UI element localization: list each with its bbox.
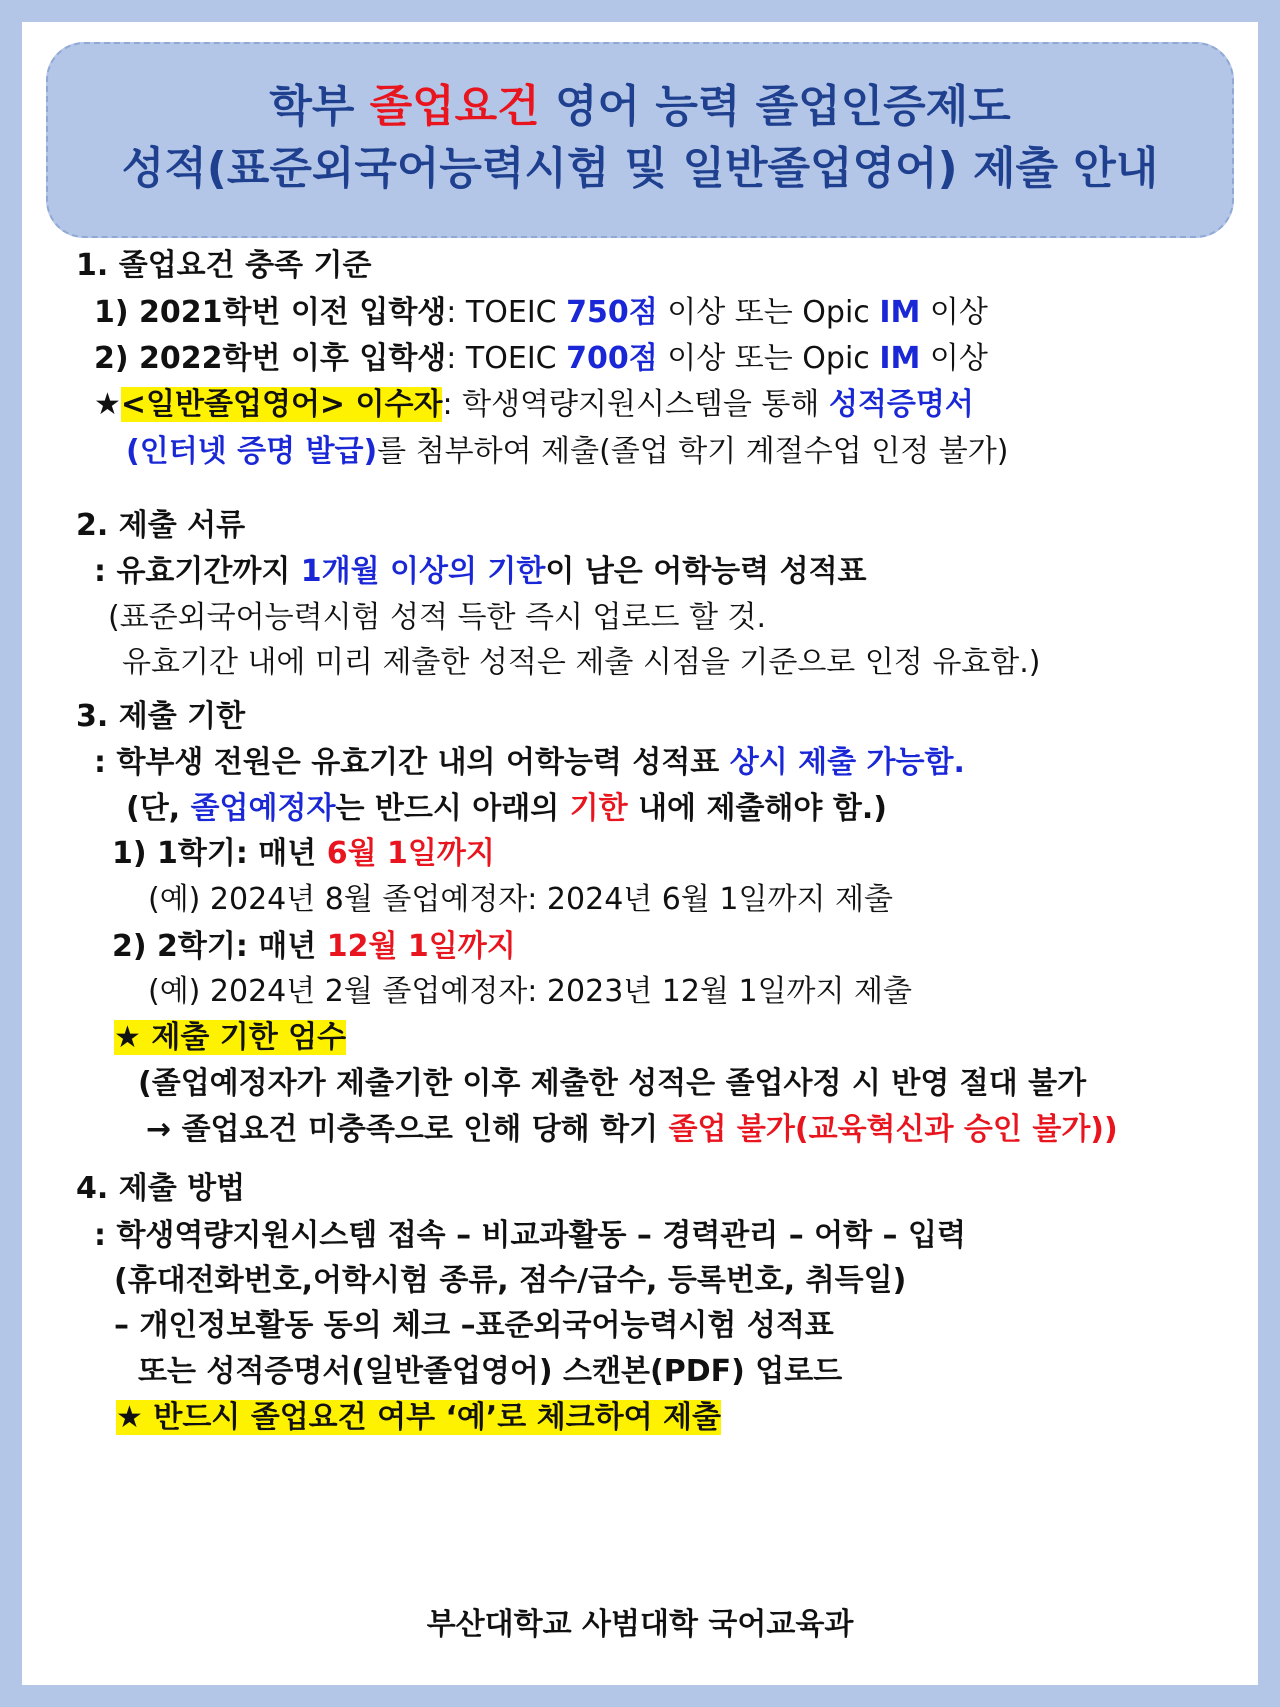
general-english-note-cont <box>126 432 1008 472</box>
deadline-emphasis: 1개월 이상의 기한 <box>300 554 546 589</box>
method-line-4: 또는 성적증명서(일반졸업영어) 스캔본(PDF) 업로드 <box>138 1354 843 1389</box>
section-2-heading: 2. 제출 서류 <box>76 508 246 543</box>
title-text: 학부 <box>269 81 370 132</box>
title-emphasis: 졸업요건 <box>369 81 540 132</box>
highlighted-label: <일반졸업영어> 이수자 <box>120 387 443 422</box>
department-footer: 부산대학교 사범대학 국어교육과 <box>426 1607 854 1642</box>
item-text: 이상 <box>920 295 988 330</box>
general-english-note <box>94 385 974 425</box>
star-icon: ★ <box>94 387 121 422</box>
criteria-item-1 <box>94 293 988 333</box>
section-4-heading: 4. 제출 방법 <box>76 1171 246 1206</box>
title-line-1 <box>48 76 1232 138</box>
criteria-item-2 <box>94 339 988 379</box>
check-yes-warning <box>116 1398 721 1438</box>
section-3-heading: 3. 제출 기한 <box>76 699 246 734</box>
deadline-text: 는 반드시 아래의 <box>335 791 570 826</box>
title-line-2: 성적(표준외국어능력시험 및 일반졸업영어) 제출 안내 <box>121 143 1159 194</box>
internet-certificate-emphasis: (인터넷 증명 발급) <box>126 434 378 469</box>
deadline-line-1 <box>94 743 965 783</box>
item-text: 이상 또는 Opic <box>657 341 880 376</box>
semester-label: 1) 1학기: 매년 <box>112 836 327 871</box>
documents-line-1 <box>94 552 867 592</box>
semester-1-example: (예) 2024년 8월 졸업예정자: 2024년 6월 1일까지 제출 <box>148 882 893 917</box>
graduate-emphasis: 졸업예정자 <box>190 791 336 826</box>
item-text: 이상 <box>920 341 988 376</box>
semester-date: 6월 1일까지 <box>326 836 495 871</box>
semester-label: 2) 2학기: 매년 <box>112 929 327 964</box>
toeic-score: 750점 <box>566 295 658 330</box>
graduation-denied-emphasis: 졸업 불가(교육혁신과 승인 불가)) <box>668 1112 1118 1147</box>
documents-line-2: (표준외국어능력시험 성적 득한 즉시 업로드 할 것. <box>108 600 767 635</box>
consequence-text: → 졸업요건 미충족으로 인해 당해 학기 <box>146 1112 669 1147</box>
late-submission-consequence <box>146 1110 1118 1150</box>
strict-deadline-warning <box>114 1018 346 1058</box>
method-line-3: – 개인정보활동 동의 체크 –표준외국어능력시험 성적표 <box>114 1308 834 1343</box>
highlighted-warning: ★ 반드시 졸업요건 여부 ‘예’로 체크하여 제출 <box>116 1400 722 1435</box>
late-submission-note: (졸업예정자가 제출기한 이후 제출한 성적은 졸업사정 시 반영 절대 불가 <box>138 1066 1087 1101</box>
item-text: : TOEIC <box>446 341 567 376</box>
note-text: : 학생역량지원시스템을 통해 <box>442 387 829 422</box>
method-line-1: : 학생역량지원시스템 접속 – 비교과활동 – 경력관리 – 어학 – 입력 <box>94 1218 966 1253</box>
semester-1-deadline <box>112 834 495 874</box>
opic-grade: IM <box>879 341 921 376</box>
item-text: : TOEIC <box>446 295 567 330</box>
method-line-2: (휴대전화번호,어학시험 종류, 점수/급수, 등록번호, 취득일) <box>114 1263 907 1298</box>
deadline-text: 내에 제출해야 함.) <box>627 791 887 826</box>
item-label: 2) 2022학번 이후 입학생 <box>94 341 447 376</box>
title-banner <box>46 42 1234 238</box>
deadline-text: : 학부생 전원은 유효기간 내의 어학능력 성적표 <box>94 745 730 780</box>
deadline-emphasis: 기한 <box>569 791 628 826</box>
item-label: 1) 2021학번 이전 입학생 <box>94 295 447 330</box>
deadline-line-2 <box>126 789 887 829</box>
note-text: 를 첨부하여 제출(졸업 학기 계절수업 인정 불가) <box>377 434 1009 469</box>
semester-2-example: (예) 2024년 2월 졸업예정자: 2023년 12월 1일까지 제출 <box>148 974 913 1009</box>
certificate-emphasis: 성적증명서 <box>828 387 974 422</box>
highlighted-warning: ★ 제출 기한 엄수 <box>114 1020 347 1055</box>
semester-2-deadline <box>112 927 516 967</box>
documents-line-3: 유효기간 내에 미리 제출한 성적은 제출 시점을 기준으로 인정 유효함.) <box>122 645 1041 680</box>
doc-text: 이 남은 어학능력 성적표 <box>545 554 867 589</box>
anytime-emphasis: 상시 제출 가능함. <box>729 745 965 780</box>
section-1-heading: 1. 졸업요건 충족 기준 <box>76 248 372 283</box>
deadline-text: (단, <box>126 791 191 826</box>
title-text: 영어 능력 졸업인증제도 <box>539 81 1011 132</box>
opic-grade: IM <box>879 295 921 330</box>
item-text: 이상 또는 Opic <box>657 295 880 330</box>
doc-text: : 유효기간까지 <box>94 554 301 589</box>
notice-sheet <box>22 22 1258 1685</box>
semester-date: 12월 1일까지 <box>326 929 516 964</box>
toeic-score: 700점 <box>566 341 658 376</box>
